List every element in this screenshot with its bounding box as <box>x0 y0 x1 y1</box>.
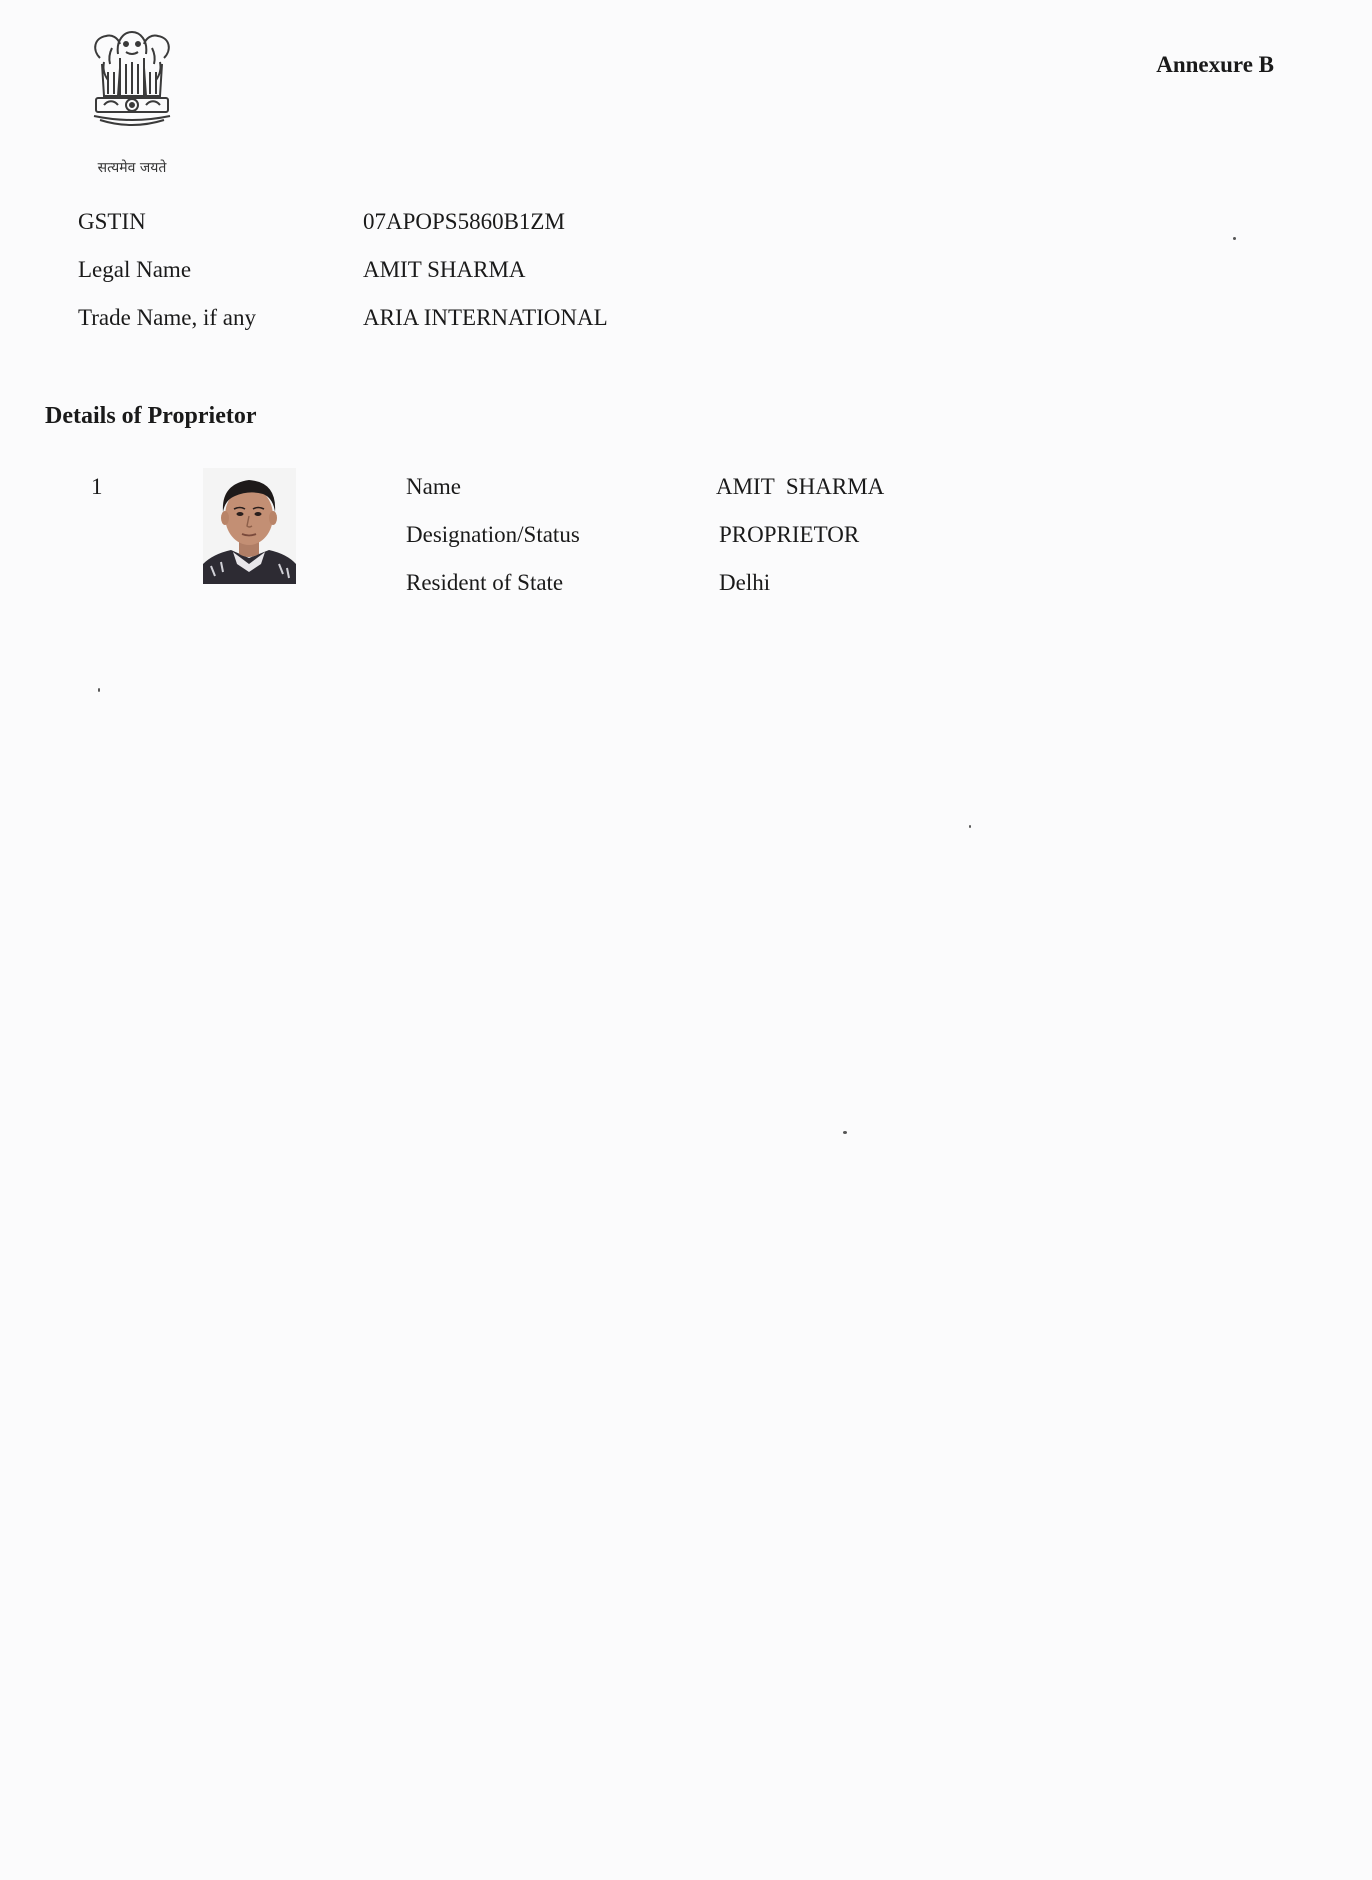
proprietor-photo <box>203 468 296 584</box>
proprietor-state-value: Delhi <box>719 570 771 595</box>
gstin-label: GSTIN <box>78 209 146 234</box>
trade-name-label: Trade Name, if any <box>78 305 256 330</box>
national-emblem <box>82 28 182 180</box>
proprietor-name-label: Name <box>406 474 461 499</box>
scan-speck <box>843 1131 847 1134</box>
person-photo-icon <box>203 468 296 584</box>
scan-speck <box>969 825 971 828</box>
annexure-label: Annexure B <box>1156 52 1274 77</box>
proprietor-designation-label: Designation/Status <box>406 522 580 547</box>
proprietor-section-heading: Details of Proprietor <box>45 403 257 429</box>
proprietor-serial-number: 1 <box>91 474 103 499</box>
legal-name-value: AMIT SHARMA <box>363 257 526 282</box>
scan-speck <box>98 688 100 692</box>
gstin-value: 07APOPS5860B1ZM <box>363 209 565 234</box>
trade-name-value: ARIA INTERNATIONAL <box>363 305 608 330</box>
proprietor-state-label: Resident of State <box>406 570 564 595</box>
proprietor-name-value: AMIT SHARMA <box>716 474 885 499</box>
proprietor-designation-value: PROPRIETOR <box>719 522 860 547</box>
emblem-motto: सत्यमेव जयते <box>97 160 167 176</box>
scan-speck <box>1233 237 1236 240</box>
legal-name-label: Legal Name <box>78 257 192 282</box>
lion-capital-emblem-icon <box>82 28 182 160</box>
